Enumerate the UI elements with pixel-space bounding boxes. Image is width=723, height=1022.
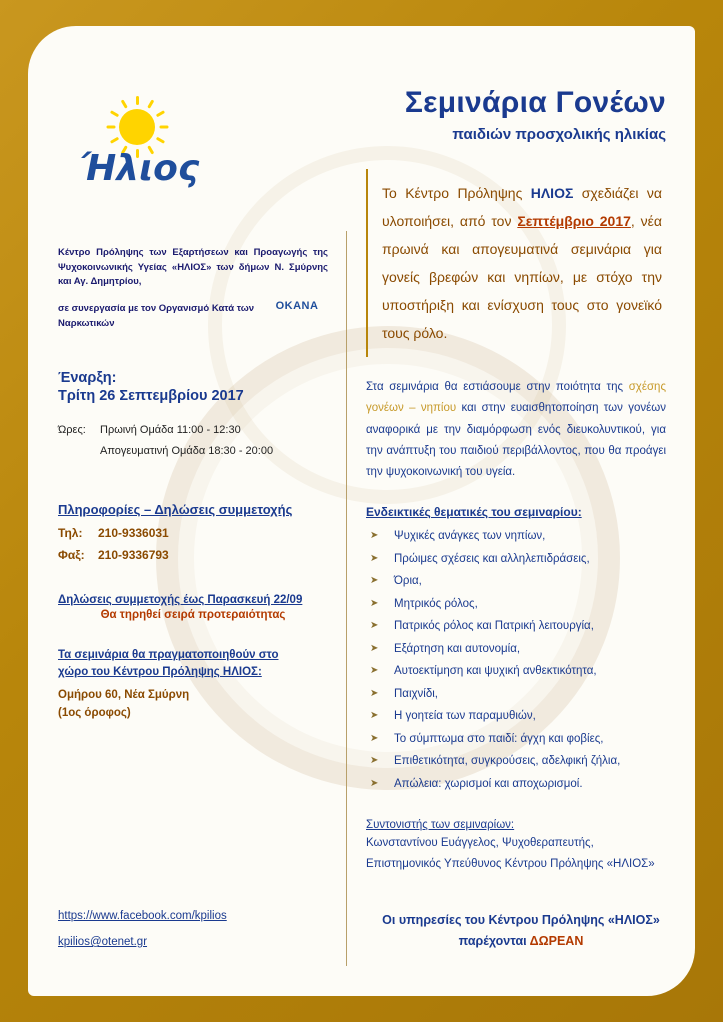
para2-part1: Στα σεμινάρια θα εστιάσουμε στην ποιότητα της	[366, 381, 629, 393]
page-subtitle: παιδιών προσχολικής ηλικίας	[452, 126, 666, 143]
list-item: ➤ Πατρικός ρόλος και Πατρική λειτουργία,	[366, 619, 666, 635]
declaration-note: Θα τηρηθεί σειρά προτεραιότητας	[100, 609, 286, 622]
venue-heading-line1: Τα σεμινάρια θα πραγματοποιηθούν στο	[58, 649, 279, 662]
footer-line2	[366, 931, 676, 952]
list-item: ➤ Εξάρτηση και αυτονομία,	[366, 642, 666, 658]
venue-floor: (1ος όροφος)	[58, 707, 131, 720]
vertical-divider	[346, 231, 347, 966]
info-heading: Πληροφορίες – Δηλώσεις συμμετοχής	[58, 501, 293, 517]
venue-heading-line2: χώρο του Κέντρου Πρόληψης ΗΛΙΟΣ:	[58, 666, 262, 679]
footer-line2-prefix: παρέχονται	[458, 934, 530, 949]
hours-label: Ώρες:	[58, 424, 86, 437]
contact-block	[58, 523, 328, 566]
para2-part2: και στην ευαισθητοποίηση των γονέων αναφορικά με την διαμόρφωση ενός διευκολυντικού, για την ανάπτυξη του παιδιού περιβάλλοντος, που θα προάγει την ψυχοκοινωνική του υγεία.	[366, 402, 666, 479]
left-column	[58, 86, 328, 722]
okana-label: ΟΚΑΝΑ	[275, 300, 319, 313]
list-item: ➤ Απώλεια: χωρισμοί και αποχωρισμοί.	[366, 777, 666, 793]
list-item: ➤ Μητρικός ρόλος,	[366, 597, 666, 613]
intro-highlight: ΗΛΙΟΣ	[530, 185, 574, 201]
coordinator-heading: Συντονιστής των σεμιναρίων:	[366, 818, 515, 831]
poster-page	[28, 26, 695, 996]
list-item: ➤ Η γοητεία των παραμυθιών,	[366, 709, 666, 725]
okana-logo	[266, 298, 328, 315]
organization-description: Κέντρο Πρόληψης των Εξαρτήσεων και Προαγωγής της Ψυχοκοινωνικής Υγείας «ΗΛΙΟΣ» των δήμων Ν. Σμύρνης και Αγ. Δημητρίου,	[58, 247, 328, 288]
coordinator-role: Επιστημονικός Υπεύθυνος Κέντρου Πρόληψης «ΗΛΙΟΣ»	[366, 857, 655, 870]
right-column	[366, 86, 666, 873]
intro-part3: , νέα πρωινά και απογευματινά σεμινάρια για γονείς βρεφών και νηπίων, με στόχο την υποστήριξη και ενίσχυση τους στο γονεϊκό τους ρόλο.	[382, 213, 662, 341]
list-item: ➤ Ψυχικές ανάγκες των νηπίων,	[366, 529, 666, 545]
links-block	[58, 910, 348, 962]
list-item: ➤ Παιχνίδι,	[366, 687, 666, 703]
themes-heading: Ενδεικτικές θεματικές του σεμιναρίου:	[366, 505, 582, 520]
fax-value: 210-9336793	[98, 547, 169, 562]
themes-list	[366, 529, 666, 792]
venue-address: Ομήρου 60, Νέα Σμύρνη	[58, 688, 190, 701]
list-item: ➤ Το σύμπτωμα στο παιδί: άγχη και φοβίες,	[366, 732, 666, 748]
cooperation-block	[58, 302, 328, 344]
email-link[interactable]: kpilios@otenet.gr	[58, 936, 148, 948]
coordinator-name: Κωνσταντίνου Ευάγγελος, Ψυχοθεραπευτής,	[366, 836, 594, 849]
cooperation-text: σε συνεργασία με τον Οργανισμό Κατά των Ναρκωτικών	[58, 303, 255, 329]
para2-gold: σχέσης γονέων – νηπίου	[366, 381, 666, 415]
start-heading: Έναρξη:	[58, 370, 117, 387]
venue-heading	[58, 647, 328, 682]
phone-value: 210-9336031	[98, 525, 169, 540]
fax-label: Φαξ:	[58, 547, 85, 562]
venue-address-block	[58, 686, 328, 723]
intro-paragraph	[366, 169, 666, 357]
footer-free-label: ΔΩΡΕΑΝ	[529, 934, 584, 949]
page-title: Σεμινάρια Γονέων	[404, 86, 666, 119]
morning-group: Πρωινή Ομάδα 11:00 - 12:30	[100, 424, 241, 437]
start-date: Τρίτη 26 Σεπτεμβρίου 2017	[58, 388, 244, 405]
intro-part1: Το Κέντρο Πρόληψης	[382, 185, 531, 201]
list-item: ➤ Πρώιμες σχέσεις και αλληλεπιδράσεις,	[366, 552, 666, 568]
facebook-link[interactable]: https://www.facebook.com/kpilios	[58, 910, 227, 922]
logo-text: Ήλιος	[80, 148, 200, 189]
phone-label: Τηλ:	[58, 525, 83, 540]
list-item: ➤ Επιθετικότητα, συγκρούσεις, αδελφική ζήλια,	[366, 754, 666, 770]
logo	[58, 86, 328, 246]
intro-part2: σχεδιάζει να υλοποιήσει, από τον	[382, 185, 662, 229]
hours-block	[58, 420, 328, 462]
list-item: ➤ Όρια,	[366, 574, 666, 590]
list-item: ➤ Αυτοεκτίμηση και ψυχική ανθεκτικότητα,	[366, 664, 666, 680]
afternoon-group: Απογευματινή Ομάδα 18:30 - 20:00	[100, 445, 274, 458]
footer-line1: Οι υπηρεσίες του Κέντρου Πρόληψης «ΗΛΙΟΣ»	[382, 913, 660, 927]
secondary-paragraph	[366, 377, 666, 483]
declaration-deadline: Δηλώσεις συμμετοχής έως Παρασκευή 22/09	[58, 594, 303, 607]
footer-note	[366, 910, 676, 953]
intro-date: Σεπτέμβριο 2017	[517, 213, 631, 229]
